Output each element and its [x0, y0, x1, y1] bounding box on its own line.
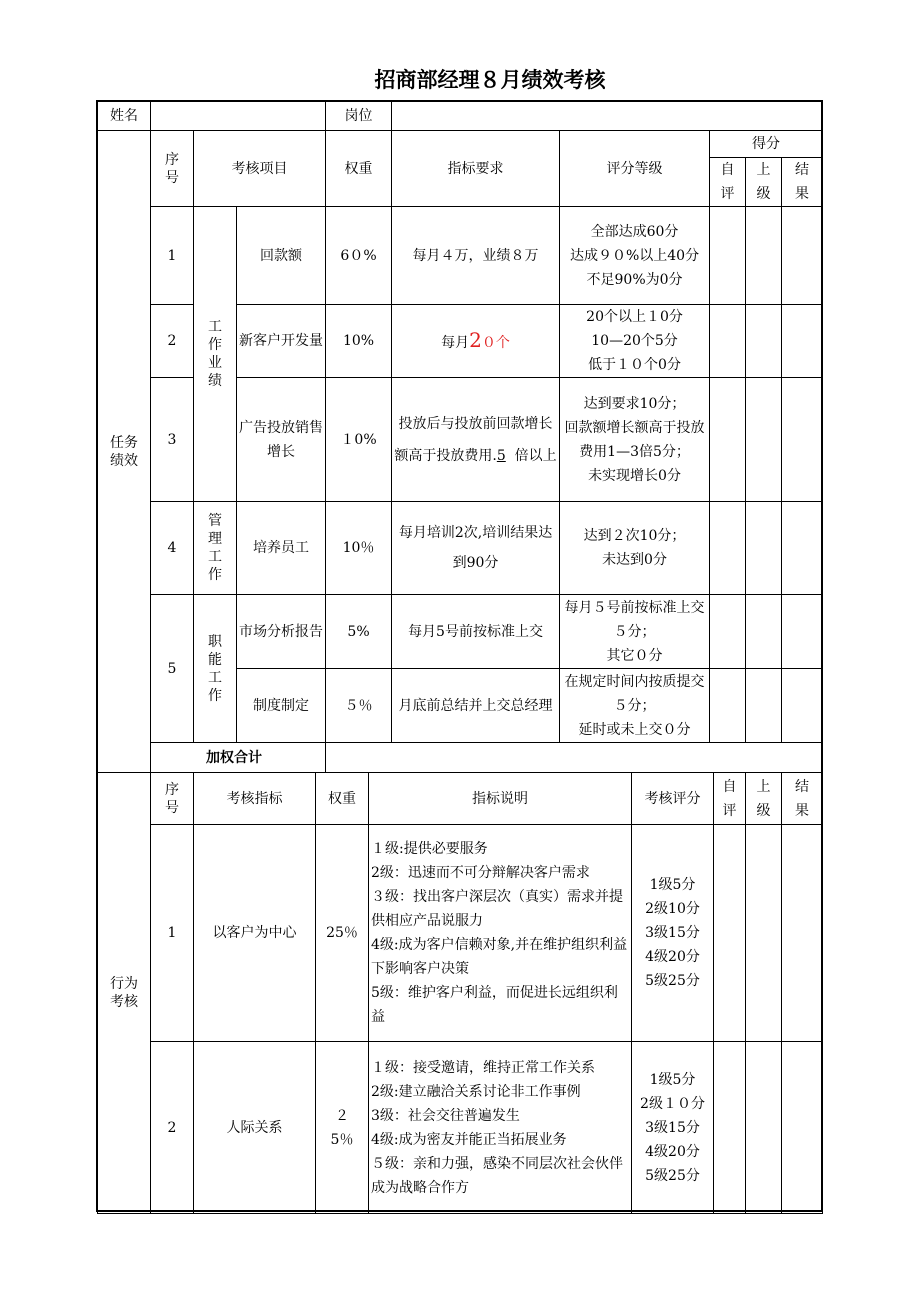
task-row-seq: 5	[151, 595, 194, 743]
b-col-rating: 考核评分	[632, 773, 714, 825]
task-row-weight: 6０%	[326, 207, 392, 305]
b-col-self: 自 评	[714, 773, 746, 825]
task-row-self[interactable]	[710, 595, 746, 669]
task-row-scoring: 每月５号前按标准上交５分； 其它０分	[560, 595, 710, 669]
task-row-self[interactable]	[710, 378, 746, 502]
document-title: 招商部经理８月绩效考核	[374, 68, 606, 92]
position-label: 岗位	[326, 102, 392, 131]
behavior-row-indicator: 人际关系	[194, 1042, 316, 1214]
name-label: 姓名	[98, 102, 151, 131]
col-self: 自 评	[710, 158, 746, 207]
col-superior: 上 级	[746, 158, 782, 207]
col-weight: 权重	[326, 131, 392, 207]
weighted-total-value[interactable]	[326, 743, 823, 773]
col-seq: 序 号	[151, 131, 194, 207]
task-row-item: 制度制定	[237, 669, 326, 743]
task-row-scoring: 达到２次10分； 未达到0分	[560, 502, 710, 595]
task-row-item: 培养员工	[237, 502, 326, 595]
behavior-row-rating: 1级5分 2级１０分 3级15分 4级20分 5级25分	[632, 1042, 714, 1214]
task-row-result[interactable]	[782, 305, 823, 378]
task-row-result[interactable]	[782, 669, 823, 743]
task-row-self[interactable]	[710, 669, 746, 743]
b-col-weight: 权重	[316, 773, 369, 825]
task-row-requirement: 每月5号前按标准上交	[392, 595, 560, 669]
col-score: 得分	[710, 131, 823, 158]
task-row-seq: 4	[151, 502, 194, 595]
b-col-seq: 序 号	[151, 773, 194, 825]
task-row-seq: 1	[151, 207, 194, 305]
behavior-row-desc: １级：接受邀请，维持正常工作关系 2级:建立融洽关系讨论非工作事例 3级：社会交往普遍发生 4级:成为密友并能正当拓展业务 ５级：亲和力强，感染不同层次社会伙伴成为战略合作方	[369, 1042, 632, 1214]
task-row-weight: 10%	[326, 305, 392, 378]
behavior-row-seq: 1	[151, 825, 194, 1042]
task-row-result[interactable]	[782, 595, 823, 669]
task-section-label: 任务 绩效	[98, 131, 151, 773]
task-row-superior[interactable]	[746, 378, 782, 502]
b-col-superior: 上 级	[746, 773, 782, 825]
behavior-row-result[interactable]	[782, 1042, 823, 1214]
behavior-row-rating: 1级5分 2级10分 3级15分 4级20分 5级25分	[632, 825, 714, 1042]
task-row-item: 市场分析报告	[237, 595, 326, 669]
group-work: 工 作 业 绩	[194, 207, 237, 502]
task-row-item: 新客户开发量	[237, 305, 326, 378]
behavior-row-weight: 25％	[316, 825, 369, 1042]
col-item: 考核项目	[194, 131, 326, 207]
task-row-superior[interactable]	[746, 502, 782, 595]
task-row-item: 回款额	[237, 207, 326, 305]
task-row-requirement: 月底前总结并上交总经理	[392, 669, 560, 743]
task-row-scoring: 达到要求10分； 回款额增长额高于投放费用1—3倍5分； 未实现增长0分	[560, 378, 710, 502]
col-scoring: 评分等级	[560, 131, 710, 207]
behavior-row-weight: ２5％	[316, 1042, 369, 1214]
task-row-result[interactable]	[782, 502, 823, 595]
task-row-scoring: 20个以上１0分 10—20个5分 低于１０个0分	[560, 305, 710, 378]
task-row-result[interactable]	[782, 378, 823, 502]
task-row-superior[interactable]	[746, 595, 782, 669]
task-row-requirement: 投放后与投放前回款增长额高于投放费用.5 倍以上	[392, 378, 560, 502]
col-requirement: 指标要求	[392, 131, 560, 207]
weighted-total-label: 加权合计	[151, 743, 326, 773]
task-row-seq: 3	[151, 378, 194, 502]
behavior-row-result[interactable]	[782, 825, 823, 1042]
task-row-self[interactable]	[710, 207, 746, 305]
b-col-indicator: 考核指标	[194, 773, 316, 825]
task-row-weight: 10％	[326, 502, 392, 595]
group-manage: 管 理 工 作	[194, 502, 237, 595]
task-row-weight: １0%	[326, 378, 392, 502]
behavior-section-label: 行为 考核	[98, 773, 151, 1214]
behavior-row-seq: 2	[151, 1042, 194, 1214]
task-row-requirement: 每月４万，业绩８万	[392, 207, 560, 305]
task-table	[97, 101, 823, 773]
task-row-scoring: 在规定时间内按质提交５分； 延时或未上交０分	[560, 669, 710, 743]
behavior-row-superior[interactable]	[746, 825, 782, 1042]
behavior-row-self[interactable]	[714, 1042, 746, 1214]
task-row-item: 广告投放销售增长	[237, 378, 326, 502]
b-col-result: 结 果	[782, 773, 823, 825]
b-col-desc: 指标说明	[369, 773, 632, 825]
task-row-superior[interactable]	[746, 305, 782, 378]
group-func: 职 能 工 作	[194, 595, 237, 743]
task-row-weight: ５％	[326, 669, 392, 743]
task-row-requirement: 每月培训2次,培训结果达到90分	[392, 502, 560, 595]
task-row-weight: 5%	[326, 595, 392, 669]
col-result: 结 果	[782, 158, 823, 207]
behavior-row-self[interactable]	[714, 825, 746, 1042]
behavior-row-superior[interactable]	[746, 1042, 782, 1214]
behavior-row-indicator: 以客户为中心	[194, 825, 316, 1042]
task-row-result[interactable]	[782, 207, 823, 305]
task-row-self[interactable]	[710, 305, 746, 378]
behavior-table	[97, 772, 823, 1214]
name-value[interactable]	[151, 102, 326, 131]
task-row-scoring: 全部达成60分 达成９０%以上40分 不足90%为0分	[560, 207, 710, 305]
task-row-superior[interactable]	[746, 207, 782, 305]
task-row-requirement: 每月2０个	[392, 305, 560, 378]
task-row-superior[interactable]	[746, 669, 782, 743]
task-row-self[interactable]	[710, 502, 746, 595]
behavior-row-desc: １级:提供必要服务 2级：迅速而不可分辩解决客户需求 ３级：找出客户深层次（真实）需求并提供相应产品说服力 4级:成为客户信赖对象,并在维护组织利益下影响客户决策 5级：维护客户利益，而促进长远组织利益	[369, 825, 632, 1042]
task-row-seq: 2	[151, 305, 194, 378]
position-value[interactable]	[392, 102, 823, 131]
